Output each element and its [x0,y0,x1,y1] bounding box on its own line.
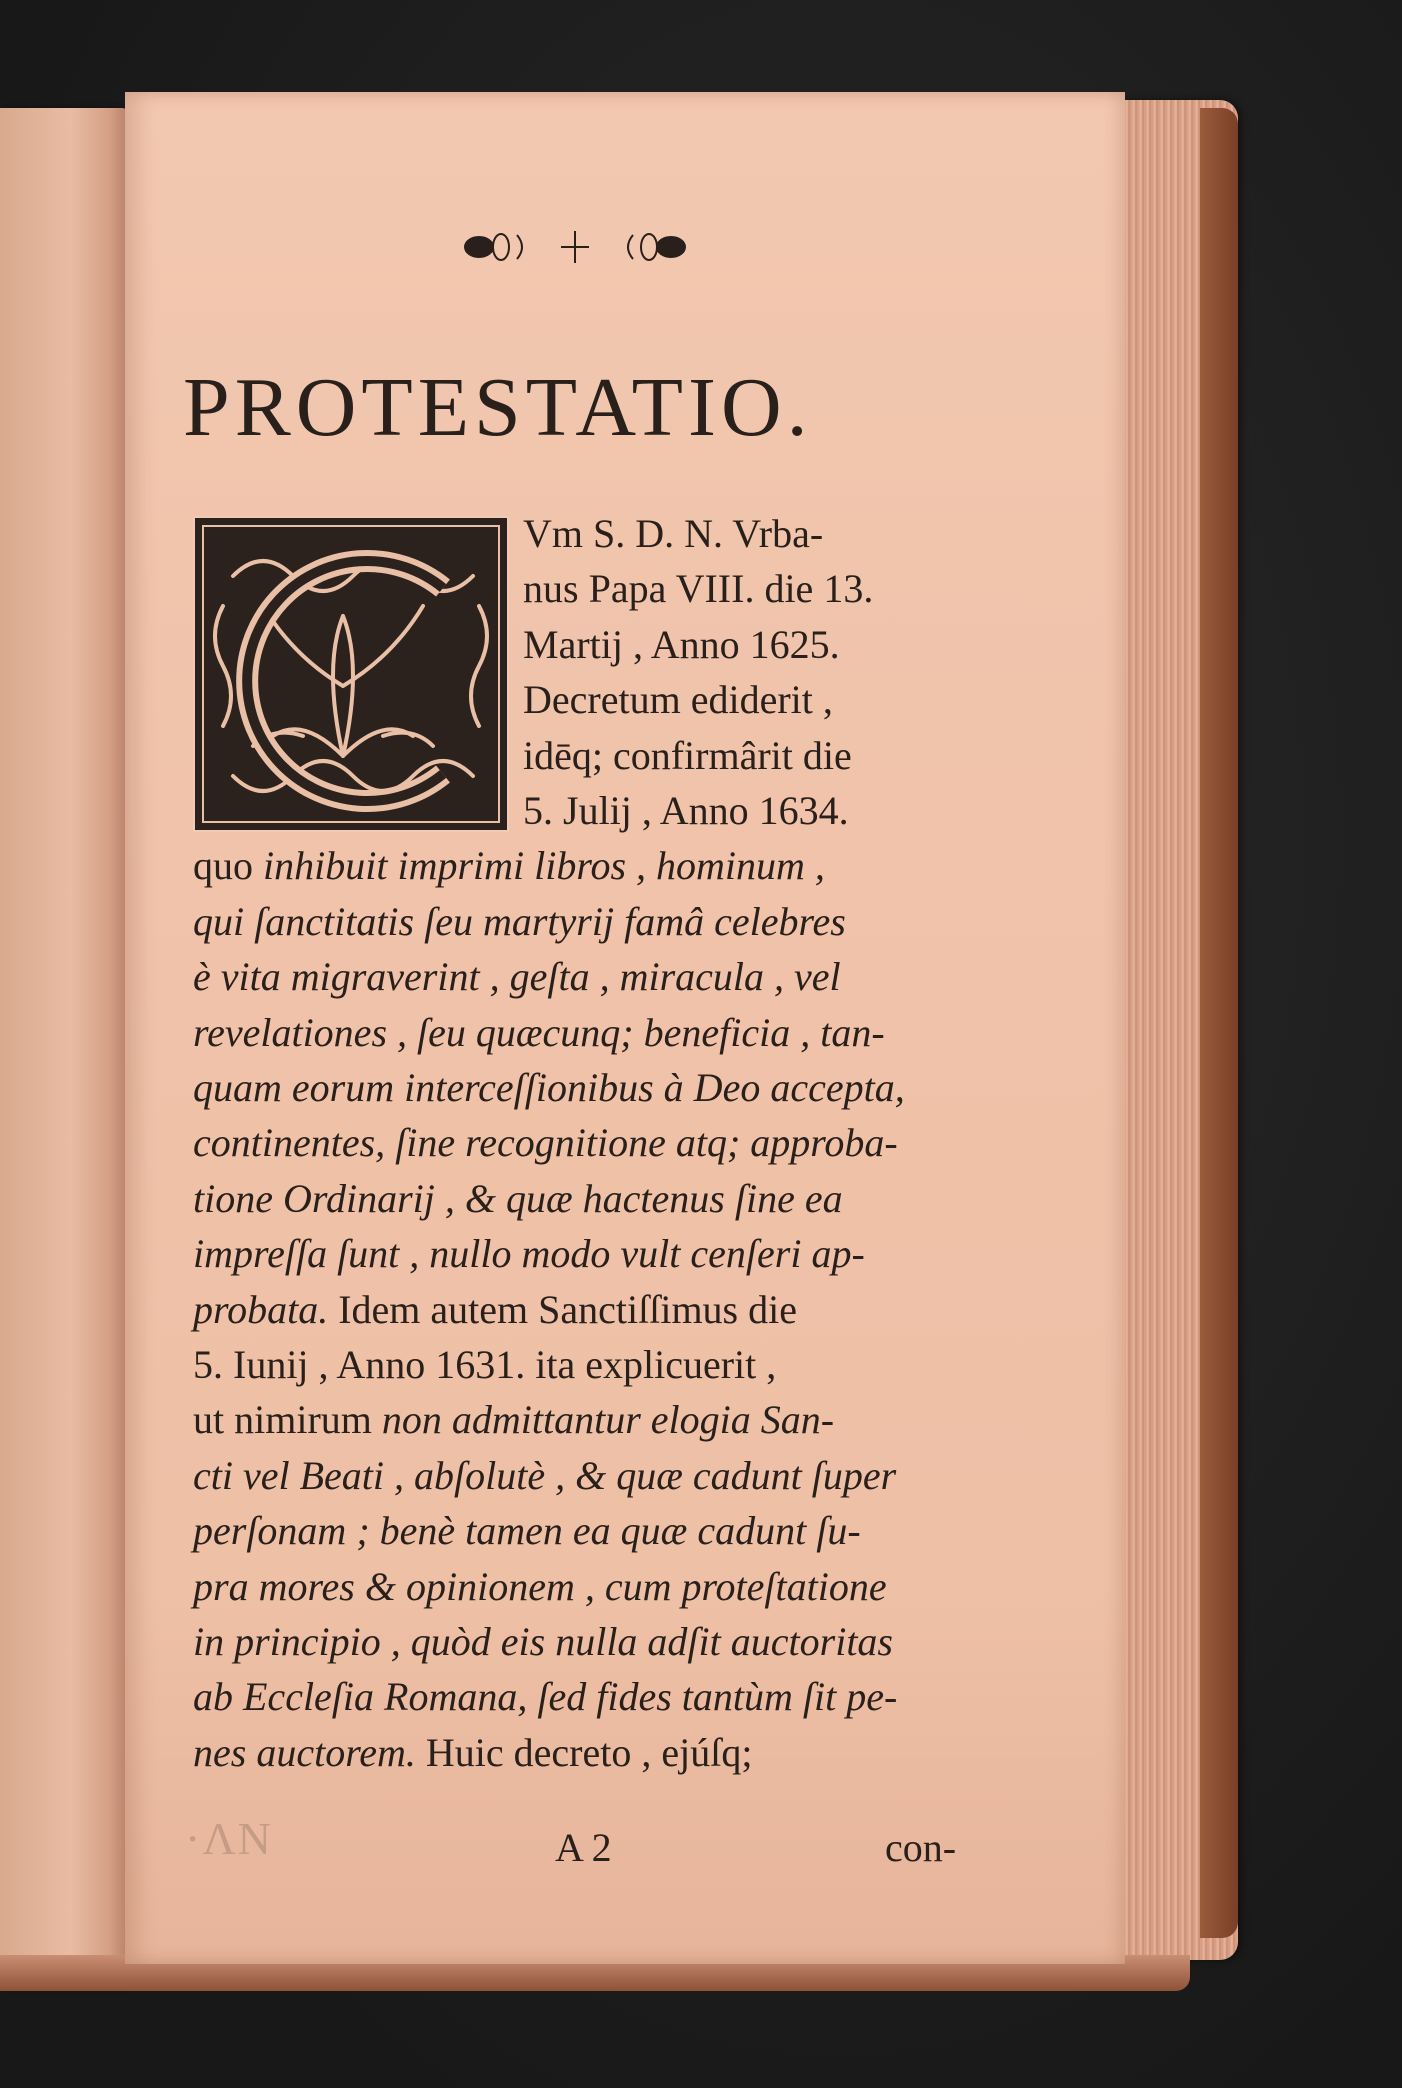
text-line: in principio , quòd eis nulla adſit auctoritas [193,1619,893,1664]
text-run: non admittantur elogia San- [381,1397,835,1443]
text-run: nes auctorem. [193,1729,426,1775]
text-line: Vm S. D. N. Vrba- [523,511,824,556]
text-line: Decretum ediderit , [523,677,833,723]
text-line: revelationes , ſeu quæcunq; beneficia , tan- [193,1009,885,1055]
text-run: probata. [193,1286,339,1332]
text-line: continentes, ſine recognitione atq; approba- [193,1120,898,1166]
text-line: è vita migraverint , geſta , miracula , vel [193,954,841,1000]
text-line: tione Ordinarij , & quæ hactenus ſine ea [193,1175,843,1221]
left-page-edge [0,108,128,1988]
text-line: 5. Iunij , Anno 1631. ita explicuerit , [193,1342,777,1387]
text-line [193,1286,797,1334]
text-line: ab Eccleſia Romana, ſed fides tantùm ſit pe- [193,1674,898,1720]
text-line: perſonam ; benè tamen ea quæ cadunt ſu- [193,1508,861,1554]
text-line [193,842,825,890]
text-line: idēq; confirmârit die [523,732,852,778]
text-run: inhibuit imprimi libros , hominum , [263,843,825,889]
page-title: PROTESTATIO. [183,361,813,454]
text-line: cti vel Beati , abſolutè , & quæ cadunt ſuper [193,1452,897,1498]
recto-page [125,92,1125,1964]
text-line [193,1396,834,1444]
text-line: impreſſa ſunt , nullo modo vult cenſeri ap- [193,1231,865,1277]
text-run: Idem autem Sanctiſſimus die [338,1286,797,1332]
ink-offset-mark: ·ΛΝ [185,1813,273,1864]
text-line: qui ſanctitatis ſeu martyrij famâ celebres [193,898,846,944]
signature-mark: A 2 [555,1825,612,1870]
fleuron-headpiece [455,227,695,267]
text-line: quam eorum interceſſionibus à Deo accepta, [193,1065,905,1110]
text-line: Martij , Anno 1625. [523,621,840,667]
cover-edge [1200,108,1238,1938]
catchword: con- [885,1825,957,1870]
decorated-initial-c [193,516,509,832]
text-line: 5. Julij , Anno 1634. [523,788,849,833]
text-run: Huic decreto , ejúſq; [425,1729,753,1775]
text-run: ut nimirum [193,1397,382,1443]
text-line: nus Papa VIII. die 13. [523,566,874,612]
text-line [193,1729,752,1777]
text-run: quo [193,843,263,889]
text-line: pra mores & opinionem , cum proteſtatione [193,1563,887,1609]
drop-cap-letter: C [193,516,194,517]
